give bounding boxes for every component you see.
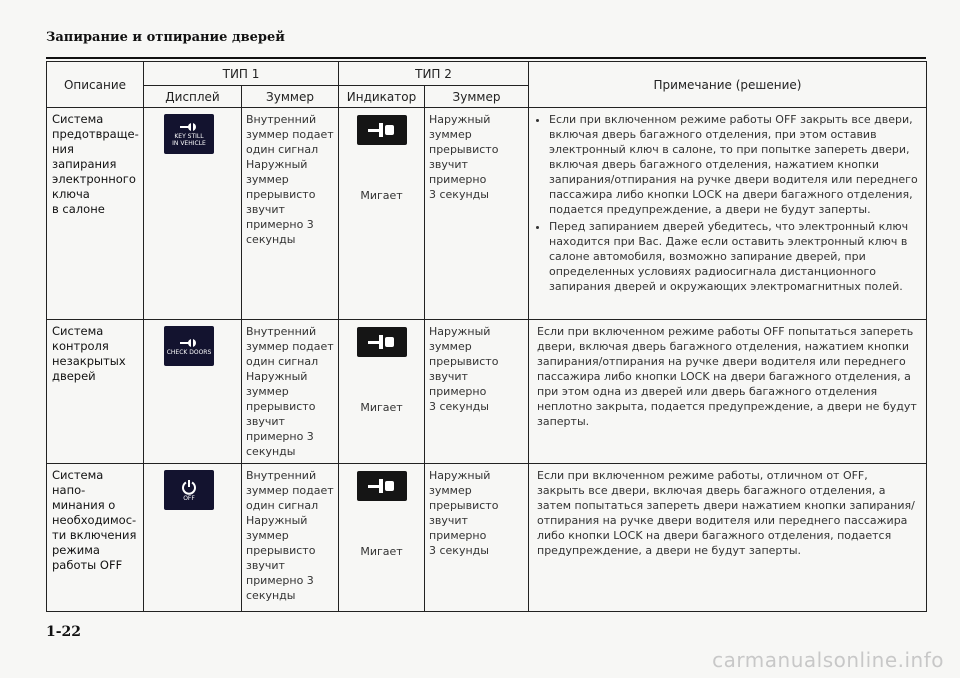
note-item: • Перед запиранием дверей убедитесь, что электронный ключ находится при Вас. Даже если оставить электронный ключ в салоне автомобиля, возможно запирание дверей, при определенных условиях радиосигнала дистанционного запирания дверей и окружающих электромагнитных полей. — [549, 219, 918, 294]
indicator-cell — [339, 320, 425, 464]
note-item: Если при включенном режиме работы OFF попытаться запереть двери, включая дверь багажного отделения, нажатием кнопки запирания/отпирания на ручке двери водителя или переднего пассажира либо кнопки LOCK на двери багажного отделения, а при этом одна из дверей или дверь багажного отделения неплотно закрыта, подается предупреждение, а двери не будут заперты. — [537, 325, 917, 428]
display-screen — [164, 114, 214, 154]
key-icon — [178, 337, 200, 349]
buzzer-type1: Внутренний зуммер подает один сигнал Наружный зуммер прерывисто звучит примерно 3 секунды — [242, 464, 339, 612]
display-text: KEY STILL — [174, 133, 204, 140]
row-description: Система контроля незакрытых дверей — [47, 320, 144, 464]
table-row — [47, 320, 927, 464]
buzzer-type2: Наружный зуммер прерывисто звучит примерно 3 секунды — [425, 108, 529, 320]
buzzer-type2: Наружный зуммер прерывисто звучит примерно 3 секунды — [425, 464, 529, 612]
key-icon — [365, 476, 399, 496]
table-row — [47, 108, 927, 320]
indicator-lamp — [357, 327, 407, 357]
key-icon — [365, 332, 399, 352]
key-icon — [178, 121, 200, 133]
header-indicator: Индикатор — [339, 86, 425, 108]
row-description: Система напо- минания о необходимос- ти включения режима работы OFF — [47, 464, 144, 612]
indicator-status: Мигает — [360, 545, 403, 558]
header-display: Дисплей — [144, 86, 242, 108]
header-type1: ТИП 1 — [144, 62, 339, 86]
display-screen — [164, 470, 214, 510]
buzzer-type1: Внутренний зуммер подает один сигнал Наружный зуммер прерывисто звучит примерно 3 секунды — [242, 320, 339, 464]
watermark: carmanualsonline.info — [712, 648, 944, 672]
header-buzzer-type1: Зуммер — [242, 86, 339, 108]
header-buzzer-type2: Зуммер — [425, 86, 529, 108]
notes-cell — [529, 320, 927, 464]
display-screen — [164, 326, 214, 366]
display-text: IN VEHICLE — [172, 140, 206, 147]
top-rule — [46, 57, 926, 59]
warning-systems-table — [46, 61, 927, 612]
header-type2: ТИП 2 — [339, 62, 529, 86]
header-notes: Примечание (решение) — [529, 62, 927, 108]
buzzer-type1: Внутренний зуммер подает один сигнал Наружный зуммер прерывисто звучит примерно 3 секунды — [242, 108, 339, 320]
display-text: CHECK DOORS — [166, 348, 212, 356]
header-description: Описание — [47, 62, 144, 108]
notes-cell — [529, 108, 927, 320]
indicator-lamp — [357, 115, 407, 145]
indicator-cell — [339, 464, 425, 612]
indicator-cell — [339, 108, 425, 320]
display-cell — [144, 108, 242, 320]
indicator-lamp — [357, 471, 407, 501]
page-title: Запирание и отпирание дверей — [46, 30, 285, 45]
display-cell — [144, 464, 242, 612]
note-item: • Если при включенном режиме работы OFF закрыть все двери, включая дверь багажного отделения, при этом оставив электронный ключ в салоне, то при попытке запереть двери, включая дверь багажного отделения, нажатием кнопки запирания/отпирания на ручке двери водителя или переднего пассажира либо кнопки LOCK на двери багажного отделения, подается предупреждение, а двери не будут заперты. — [549, 112, 918, 217]
display-cell — [144, 320, 242, 464]
indicator-status: Мигает — [360, 189, 403, 202]
page-number: 1-22 — [46, 624, 82, 640]
display-text: OFF — [183, 494, 195, 502]
buzzer-type2: Наружный зуммер прерывисто звучит примерно 3 секунды — [425, 320, 529, 464]
power-button-icon — [181, 479, 197, 495]
note-item: Если при включенном режиме работы, отличном от OFF, закрыть все двери, включая дверь багажного отделения, а затем попытаться запереть двери нажатием кнопки запирания/отпирания на ручке двери водителя или переднего пассажира либо кнопки LOCK на двери багажного отделения, подается предупреждение, а двери не будут заперты. — [537, 469, 915, 557]
table-row — [47, 464, 927, 612]
indicator-status: Мигает — [360, 401, 403, 414]
notes-cell — [529, 464, 927, 612]
key-icon — [365, 120, 399, 140]
row-description: Система предотвраще- ния запирания электронного ключа в салоне — [47, 108, 144, 320]
